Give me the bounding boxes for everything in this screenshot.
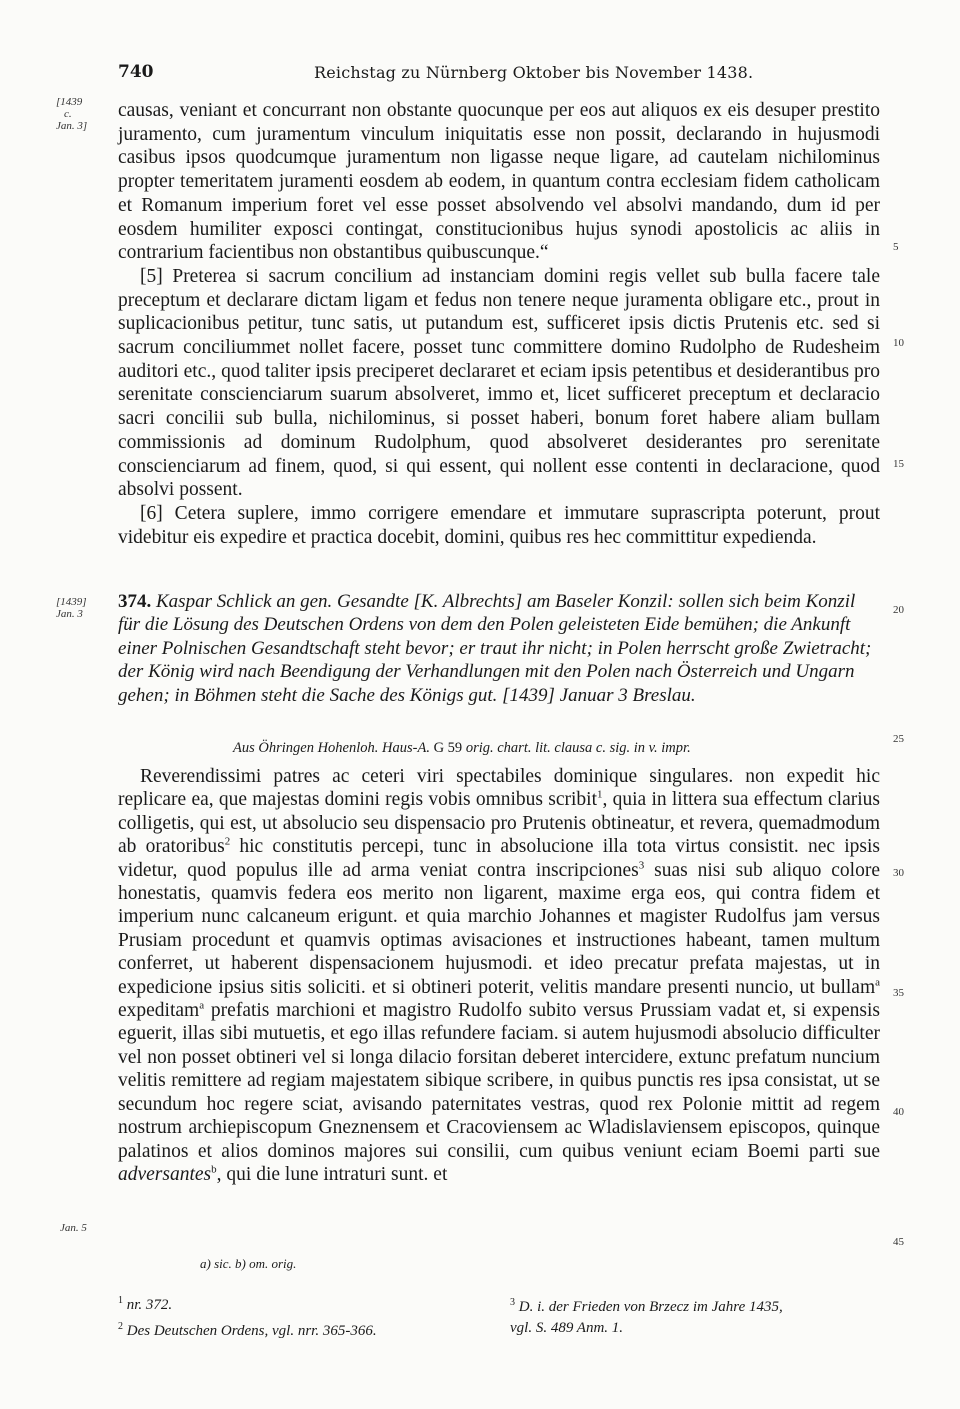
- source-archive: Öhringen Hohenloh. Haus-A.: [258, 740, 430, 756]
- text-run: suas nisi sub aliquo colore honestatis, quamvis federa eos merito non ligarent, maxime erga eos, qui contra fidem et imperium nunc calcaneum erigunt. et quia marchio Johannes et magister Rudolfus jam versus Prusiam procedunt et quamvis optimas avisaciones et instructiones habeant, tamen multum conferret, ut haberent dispensacionem hujusmodi. et ideo precatur prefata majestas, ut in expedicione ipsius sitis soliciti. et si obtineri poterit, velitis mandare presenti nuncio, ut bullam: [118, 859, 880, 998]
- footnote-column-left: [118, 1290, 377, 1342]
- margin-date-line: Jan. 3: [56, 608, 83, 620]
- entry-regest: Kaspar Schlick an gen. Gesandte [K. Albrechts] am Baseler Konzil: sollen sich beim Konzil für die Lösung des Deutschen Ordens von dem den Polen geleisteten Eide bemühen; die Ankunft einer Polnischen Gesandtschaft steht bevor; er traut ihr nicht; in Polen herrscht große Zwietracht; der König wird nach Beendigung der Verhandlungen mit den Polen nach Österreich und Ungarn gehen; in Böhmen steht die Sache des Königs gut. [1439] Januar 3 Breslau.: [118, 591, 872, 706]
- footnote-2: [118, 1316, 377, 1342]
- footnote-text: D. i. der Frieden von Brzecz im Jahre 1435,: [518, 1299, 783, 1315]
- line-number: 35: [893, 987, 904, 999]
- footnote-ref[interactable]: 1: [597, 788, 603, 801]
- footnotes: [118, 1290, 888, 1350]
- margin-date-entry: [56, 596, 87, 620]
- footnote-number: 2: [118, 1321, 123, 1332]
- paragraph: causas, veniant et concurrant non obstante quocunque per eos aut aliquos ex eis desuper prestito juramento, cum juramentum vinculum iniquitatis esse non possit, declarando in hujusmodi casibus ipsos quodcumque juramentum non ligasse neque ligare, ad cautelam nichilominus propter temeritatem juramenti eosdem ab eodem, in quantum contra ecclesiam fidem catholicam et Romanum imperium foret vel esse posset absolvendo vel absolvi mandando, dum id per eosdem humiliter exposci contingat, constitucionibus hujus synodi apostolicis ac aliis in contrarium facientibus non obstantibus quibuscunque.“: [118, 100, 880, 264]
- footnote-1: [118, 1290, 377, 1316]
- footnote-number: 3: [510, 1297, 515, 1308]
- source-signature: G 59: [433, 740, 463, 756]
- footnote-text: Des Deutschen Ordens, vgl. nrr. 365-366.: [126, 1323, 377, 1339]
- text-run: hic constitutis percepi, tunc in absolucione illa tota virtus consistit. nec ipsis videtur, quod populus ille ad arma veniat contra inscripciones: [118, 836, 880, 881]
- margin-date-line: [1439]: [56, 596, 87, 608]
- line-number: 15: [893, 458, 904, 470]
- running-title: Reichstag zu Nürnberg Oktober bis November 1438.: [314, 63, 754, 82]
- margin-date-line: c.: [64, 108, 72, 120]
- line-number: 30: [893, 867, 904, 879]
- document-entry-heading: [118, 590, 880, 707]
- text-run: Reverendissimi patres ac ceteri viri spectabiles dominique singulares. non expedit hic replicare ea, que majestas domini regis vobis omnibus scribit: [118, 766, 880, 811]
- text-run: prefatis marchioni et magistro Rudolfo subito versus Prussiam vadat et, si expensis eguerit, illas sibi mutuetis, et ego illas refundere faciam. si autem hujusmodi absolucio difficulter vel non posset obtineri vel si longa dilacio forsitan deberet intercidere, extunc prefatum nuncium velitis remittere ad regiam majestatem sibique scribere, in quibus punctis res ipsa consistat, ut se secundum hoc regere sciat, avisando paternitates vestras, quod rex Polonie mittit ad regem nostrum archiepiscopum Gneznensem et Cracoviensem ac Wladislaviensem episcopos, quinque palatinos et alios dominos majores sui consilii, cum quibus veniunt eciam Boemi parti sue: [118, 1000, 880, 1162]
- line-number: 5: [893, 241, 899, 253]
- source-note: [233, 740, 691, 757]
- apparatus-ref[interactable]: b: [211, 1163, 217, 1176]
- margin-date-jan5: Jan. 5: [60, 1222, 87, 1234]
- paragraph: [6] Cetera suplere, immo corrigere emendare et immutare suprascripta poterunt, prout videbitur eis expedire et practica docebit, domini, quibus res hec committitur expedienda.: [118, 502, 880, 548]
- source-description: orig. chart. lit. clausa c. sig. in v. impr.: [465, 740, 691, 756]
- footnote-ref[interactable]: 3: [638, 859, 645, 872]
- page-number: 740: [118, 62, 154, 82]
- line-number: 10: [893, 337, 904, 349]
- footnote-column-right: [510, 1292, 783, 1339]
- text-run-italic: adversantes: [118, 1163, 212, 1185]
- footnote-3-cont: vgl. S. 489 Anm. 1.: [510, 1320, 624, 1336]
- line-number: 40: [893, 1106, 904, 1118]
- margin-date-line: [1439: [56, 96, 83, 108]
- text-run: expeditam: [118, 1000, 200, 1022]
- entry-number: 374.: [118, 591, 152, 612]
- apparatus-ref[interactable]: a: [875, 976, 880, 989]
- margin-date-top: [56, 96, 87, 132]
- line-number: 45: [893, 1236, 904, 1248]
- text-run: , quia in littera sua effectum clarius colligetis, qui est, ut absolucio seu dispensacio pro Prutenis obtineatur, et revera, quemadmodum ab oratoribus: [118, 789, 880, 858]
- page-header: [118, 62, 818, 86]
- footnote-text: nr. 372.: [126, 1297, 173, 1313]
- line-number: 20: [893, 604, 904, 616]
- margin-date-line: Jan. 3]: [56, 120, 88, 132]
- critical-apparatus: a) sic. b) om. orig.: [200, 1256, 297, 1271]
- apparatus-ref[interactable]: a: [199, 999, 205, 1012]
- footnote-ref[interactable]: 2: [224, 835, 231, 848]
- letter-paragraph: [118, 765, 880, 1186]
- continued-text: [118, 99, 880, 549]
- letter-text: [118, 765, 880, 1186]
- footnote-3: [510, 1292, 783, 1318]
- source-aus: Aus: [233, 740, 255, 756]
- paragraph: [5] Preterea si sacrum concilium ad instanciam domini regis vellet sub bulla facere tale preceptum et declarare dictam ligam et fedus non tenere neque juramenta obligare etc., prout in suplicacionibus petitur, tunc satis, ut putandum est, sufficeret ipsis dictis Prutenis etc. sed si sacrum conciliummet nollet facere, posset tunc committere domino Rudolpho de Rudesheim auditori etc., quod taliter ipsis preciperet declararet et eciam ipsis petentibus et desiderantibus pro serenitate conscienciarum suarum absolveret, immo et, licet sufficeret preceptum et declaracio sacri concilii sub bulla, nichilominus, si posset haberi, bonum foret habere aliam bullam commissionis ad dominum Rudolphum, quod absolveret desiderantes pro serenitate conscienciarum ad finem, quod, si qui essent, qui nollent esse contenti in declaracione, quod absolvi possent.: [118, 265, 880, 501]
- line-number: 25: [893, 733, 904, 745]
- text-run: , qui die lune intraturi sunt. et: [216, 1163, 448, 1185]
- footnote-number: 1: [118, 1295, 123, 1306]
